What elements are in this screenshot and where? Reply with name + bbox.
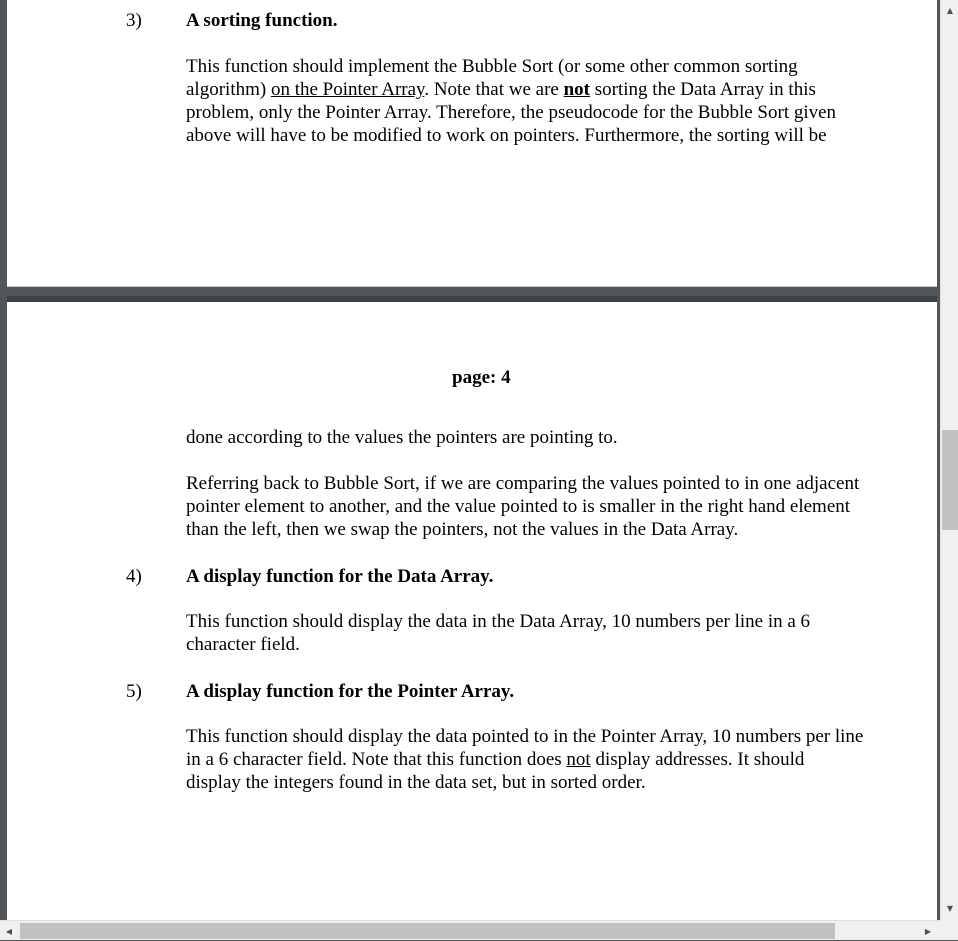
text-line: character field. bbox=[186, 634, 300, 655]
item-5-paragraph bbox=[186, 725, 916, 794]
text-line: This function should display the data in the Data Array, 10 numbers per line in a 6 bbox=[186, 611, 811, 632]
horizontal-scrollbar[interactable] bbox=[0, 920, 940, 940]
scroll-right-icon[interactable]: ▶ bbox=[924, 926, 932, 936]
item-4-paragraph bbox=[186, 610, 916, 656]
text-line: algorithm) on the Pointer Array. Note that we are not sorting the Data Array in this bbox=[186, 79, 816, 100]
text-line: above will have to be modified to work on pointers. Furthermore, the sorting will be bbox=[186, 125, 827, 146]
item-4-heading: A display function for the Data Array. bbox=[186, 566, 494, 587]
scroll-left-icon[interactable]: ◀ bbox=[5, 926, 13, 936]
text-line: in a 6 character field. Note that this function does not display addresses. It should bbox=[186, 749, 805, 770]
item-3-paragraph bbox=[186, 55, 916, 147]
pdf-page-4 bbox=[7, 302, 937, 920]
page-number-label: page: 4 bbox=[452, 367, 511, 388]
vertical-scrollbar[interactable] bbox=[940, 0, 958, 920]
scroll-down-icon[interactable]: ▼ bbox=[946, 903, 954, 913]
item-3-number: 3) bbox=[126, 10, 142, 31]
item-4-number: 4) bbox=[126, 566, 142, 587]
item-5-number: 5) bbox=[126, 681, 142, 702]
bubble-sort-paragraph bbox=[186, 472, 916, 541]
continuation-paragraph: done according to the values the pointers are pointing to. bbox=[186, 427, 618, 448]
item-5-heading: A display function for the Pointer Array. bbox=[186, 681, 515, 702]
text-line: This function should display the data pointed to in the Pointer Array, 10 numbers per line bbox=[186, 726, 864, 747]
text-line: pointer element to another, and the value pointed to is smaller in the right hand element bbox=[186, 496, 851, 517]
item-3-heading: A sorting function. bbox=[186, 10, 338, 31]
vertical-scroll-thumb[interactable] bbox=[942, 430, 958, 530]
text-line: display the integers found in the data set, but in sorted order. bbox=[186, 772, 646, 793]
text-line: problem, only the Pointer Array. Therefore, the pseudocode for the Bubble Sort given bbox=[186, 102, 837, 123]
text-line: Referring back to Bubble Sort, if we are comparing the values pointed to in one adjacent bbox=[186, 473, 860, 494]
text-line: This function should implement the Bubble Sort (or some other common sorting bbox=[186, 56, 798, 77]
scrollbar-corner bbox=[940, 920, 958, 940]
horizontal-scroll-thumb[interactable] bbox=[20, 923, 835, 939]
pdf-page-3 bbox=[7, 0, 937, 287]
text-line: than the left, then we swap the pointers, not the values in the Data Array. bbox=[186, 519, 739, 540]
scroll-up-icon[interactable]: ▲ bbox=[946, 5, 954, 15]
